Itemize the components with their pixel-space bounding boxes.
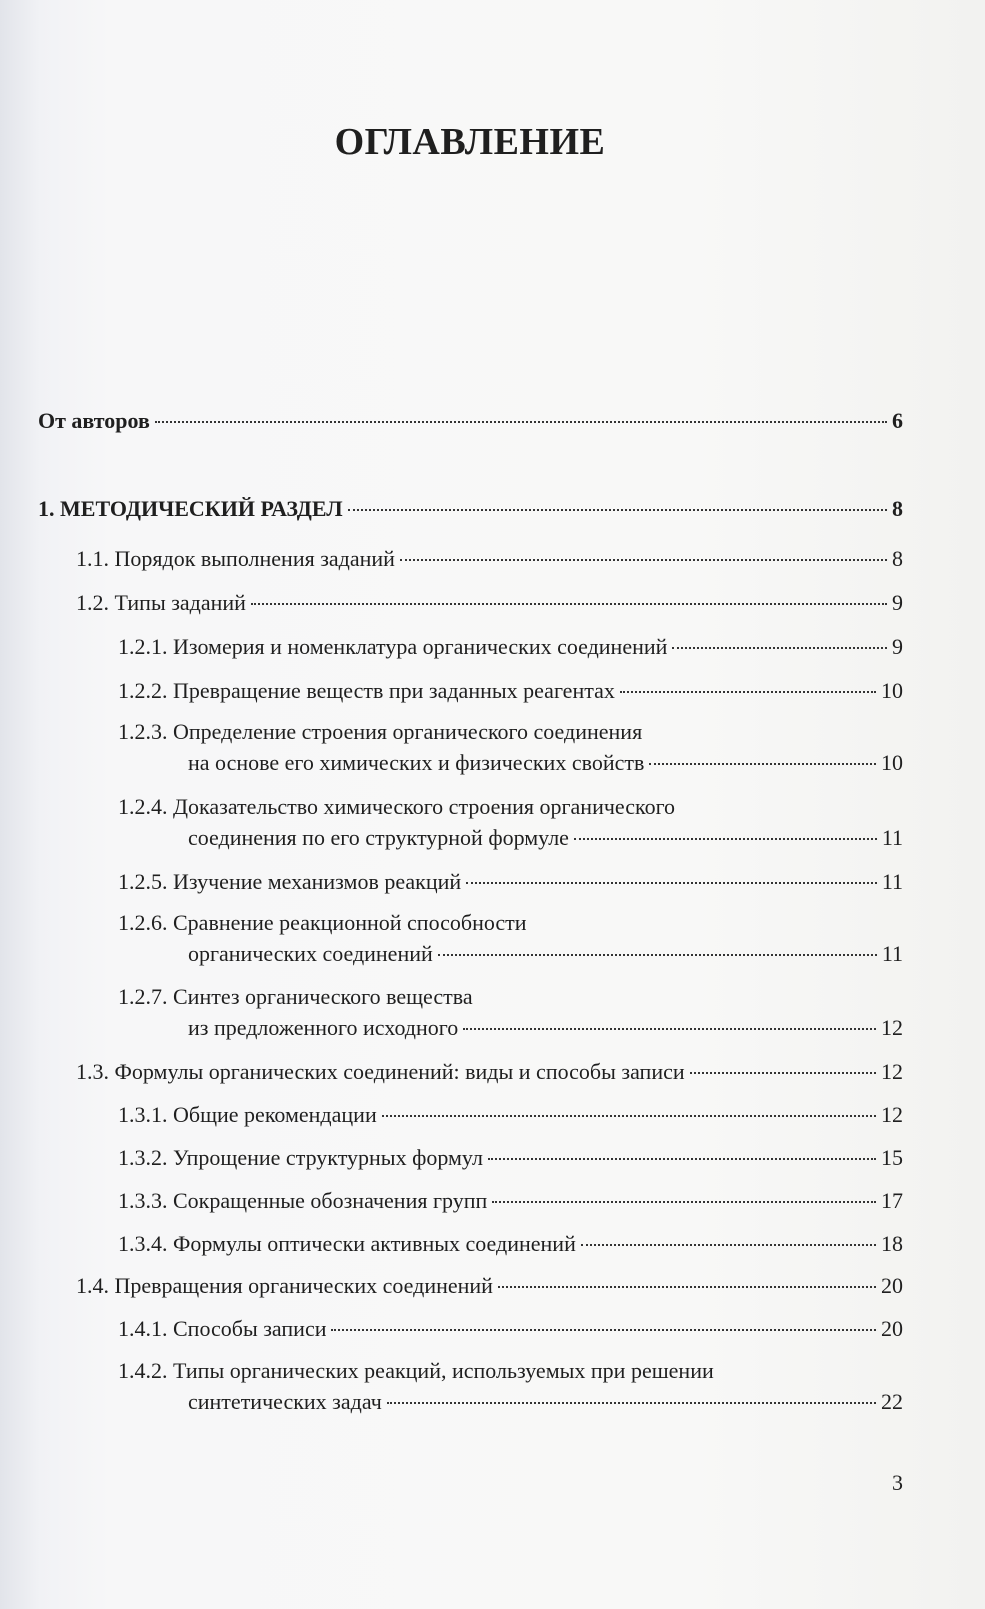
toc-entry-1-2-3-line1: 1.2.3. Определение строения органического соединения [118, 719, 643, 744]
toc-entry-text: От авторов [38, 408, 150, 433]
dot-leader [492, 1201, 876, 1203]
toc-entry-1-2-7-line1: 1.2.7. Синтез органического вещества [118, 984, 473, 1009]
toc-entry-page: 12 [881, 1102, 903, 1127]
toc-entry-1-2-4-line1: 1.2.4. Доказательство химического строения органического [118, 794, 676, 819]
toc-entry-1-2-1[interactable] [118, 631, 903, 662]
toc-entry-1-1[interactable] [76, 543, 903, 574]
toc-entry-page: 11 [881, 941, 903, 966]
toc-entry-page: 18 [881, 1231, 903, 1256]
toc-entry-text: синтетических задач [188, 1389, 382, 1414]
toc-entry-text: 1.2.2. Превращение веществ при заданных реагентах [118, 678, 615, 703]
toc-entry-1-3[interactable] [76, 1056, 903, 1087]
toc-entry-1-2-2[interactable] [118, 675, 903, 706]
toc-entry-text: из предложенного исходного [188, 1015, 459, 1040]
toc-entry-text: 1.1. Порядок выполнения заданий [76, 546, 395, 571]
toc-entry-1-3-1[interactable] [118, 1099, 903, 1130]
dot-leader [466, 882, 877, 884]
dot-leader [387, 1402, 876, 1404]
dot-leader [581, 1244, 876, 1246]
toc-entry-text: 1.2. Типы заданий [76, 590, 246, 615]
dot-leader [463, 1028, 876, 1030]
toc-entry-text: 1. МЕТОДИЧЕСКИЙ РАЗДЕЛ [38, 496, 343, 521]
dot-leader [498, 1286, 876, 1288]
toc-entry-text: соединения по его структурной формуле [188, 825, 569, 850]
dot-leader [331, 1329, 876, 1331]
toc-entry-1-2-6-line1: 1.2.6. Сравнение реакционной способности [118, 910, 527, 935]
toc-entry-1-3-3[interactable] [118, 1185, 903, 1216]
dot-leader [438, 954, 877, 956]
toc-entry-page: 22 [881, 1389, 903, 1414]
toc-entry-1-3-2[interactable] [118, 1142, 903, 1173]
page-number: 3 [892, 1470, 903, 1495]
toc-entry-page: 12 [881, 1015, 903, 1040]
toc-entry-text: 1.2.1. Изомерия и номенклатура органических соединений [118, 634, 668, 659]
toc-entry-text: 1.3.4. Формулы оптически активных соединений [118, 1231, 576, 1256]
toc-entry-text: 1.2.5. Изучение механизмов реакций [118, 869, 462, 894]
toc-entry-from-authors[interactable] [38, 405, 903, 436]
toc-entry-1-4-1[interactable] [118, 1313, 903, 1344]
toc-entry-1-2-3[interactable] [188, 747, 903, 778]
toc-entry-text: 1.4. Превращения органических соединений [76, 1273, 493, 1298]
toc-entry-page: 10 [881, 750, 903, 775]
dot-leader [348, 509, 887, 511]
toc-entry-page: 15 [881, 1145, 903, 1170]
toc-entry-text: органических соединений [188, 941, 433, 966]
toc-entry-1-2-4[interactable] [188, 822, 903, 853]
toc-entry-1-2[interactable] [76, 587, 903, 618]
dot-leader [574, 838, 877, 840]
toc-entry-page: 8 [892, 496, 903, 521]
toc-entry-1-2-6[interactable] [188, 938, 903, 969]
toc-entry-1-4-2-line1: 1.4.2. Типы органических реакций, используемых при решении [118, 1358, 714, 1383]
dot-leader [620, 691, 876, 693]
toc-entry-page: 11 [881, 825, 903, 850]
toc-entry-1-4-2[interactable] [188, 1386, 903, 1417]
toc-entry-page: 20 [881, 1316, 903, 1341]
toc-entry-page: 9 [892, 590, 903, 615]
toc-entry-text: 1.4.1. Способы записи [118, 1316, 327, 1341]
toc-entry-text: на основе его химических и физических свойств [188, 750, 645, 775]
toc-entry-page: 12 [881, 1059, 903, 1084]
dot-leader [690, 1072, 876, 1074]
page-title: ОГЛАВЛЕНИЕ [334, 121, 606, 163]
dot-leader [649, 763, 876, 765]
dot-leader [251, 603, 887, 605]
toc-entry-1-2-7[interactable] [188, 1012, 903, 1043]
toc-entry-section-1[interactable] [38, 493, 903, 524]
toc-entry-page: 11 [881, 869, 903, 894]
toc-entry-page: 8 [892, 546, 903, 571]
dot-leader [382, 1115, 876, 1117]
toc-entry-1-3-4[interactable] [118, 1228, 903, 1259]
toc-entry-text: 1.3. Формулы органических соединений: виды и способы записи [76, 1059, 685, 1084]
toc-entry-1-4[interactable] [76, 1270, 903, 1301]
toc-entry-text: 1.3.1. Общие рекомендации [118, 1102, 377, 1127]
toc-entry-page: 6 [892, 408, 903, 433]
dot-leader [155, 421, 887, 423]
dot-leader [488, 1158, 876, 1160]
dot-leader [672, 647, 887, 649]
toc-entry-text: 1.3.2. Упрощение структурных формул [118, 1145, 483, 1170]
toc-entry-text: 1.3.3. Сокращенные обозначения групп [118, 1188, 488, 1213]
toc-entry-1-2-5[interactable] [118, 866, 903, 897]
toc-entry-page: 9 [892, 634, 903, 659]
toc-entry-page: 20 [881, 1273, 903, 1298]
toc-entry-page: 10 [881, 678, 903, 703]
toc-entry-page: 17 [881, 1188, 903, 1213]
dot-leader [400, 559, 887, 561]
